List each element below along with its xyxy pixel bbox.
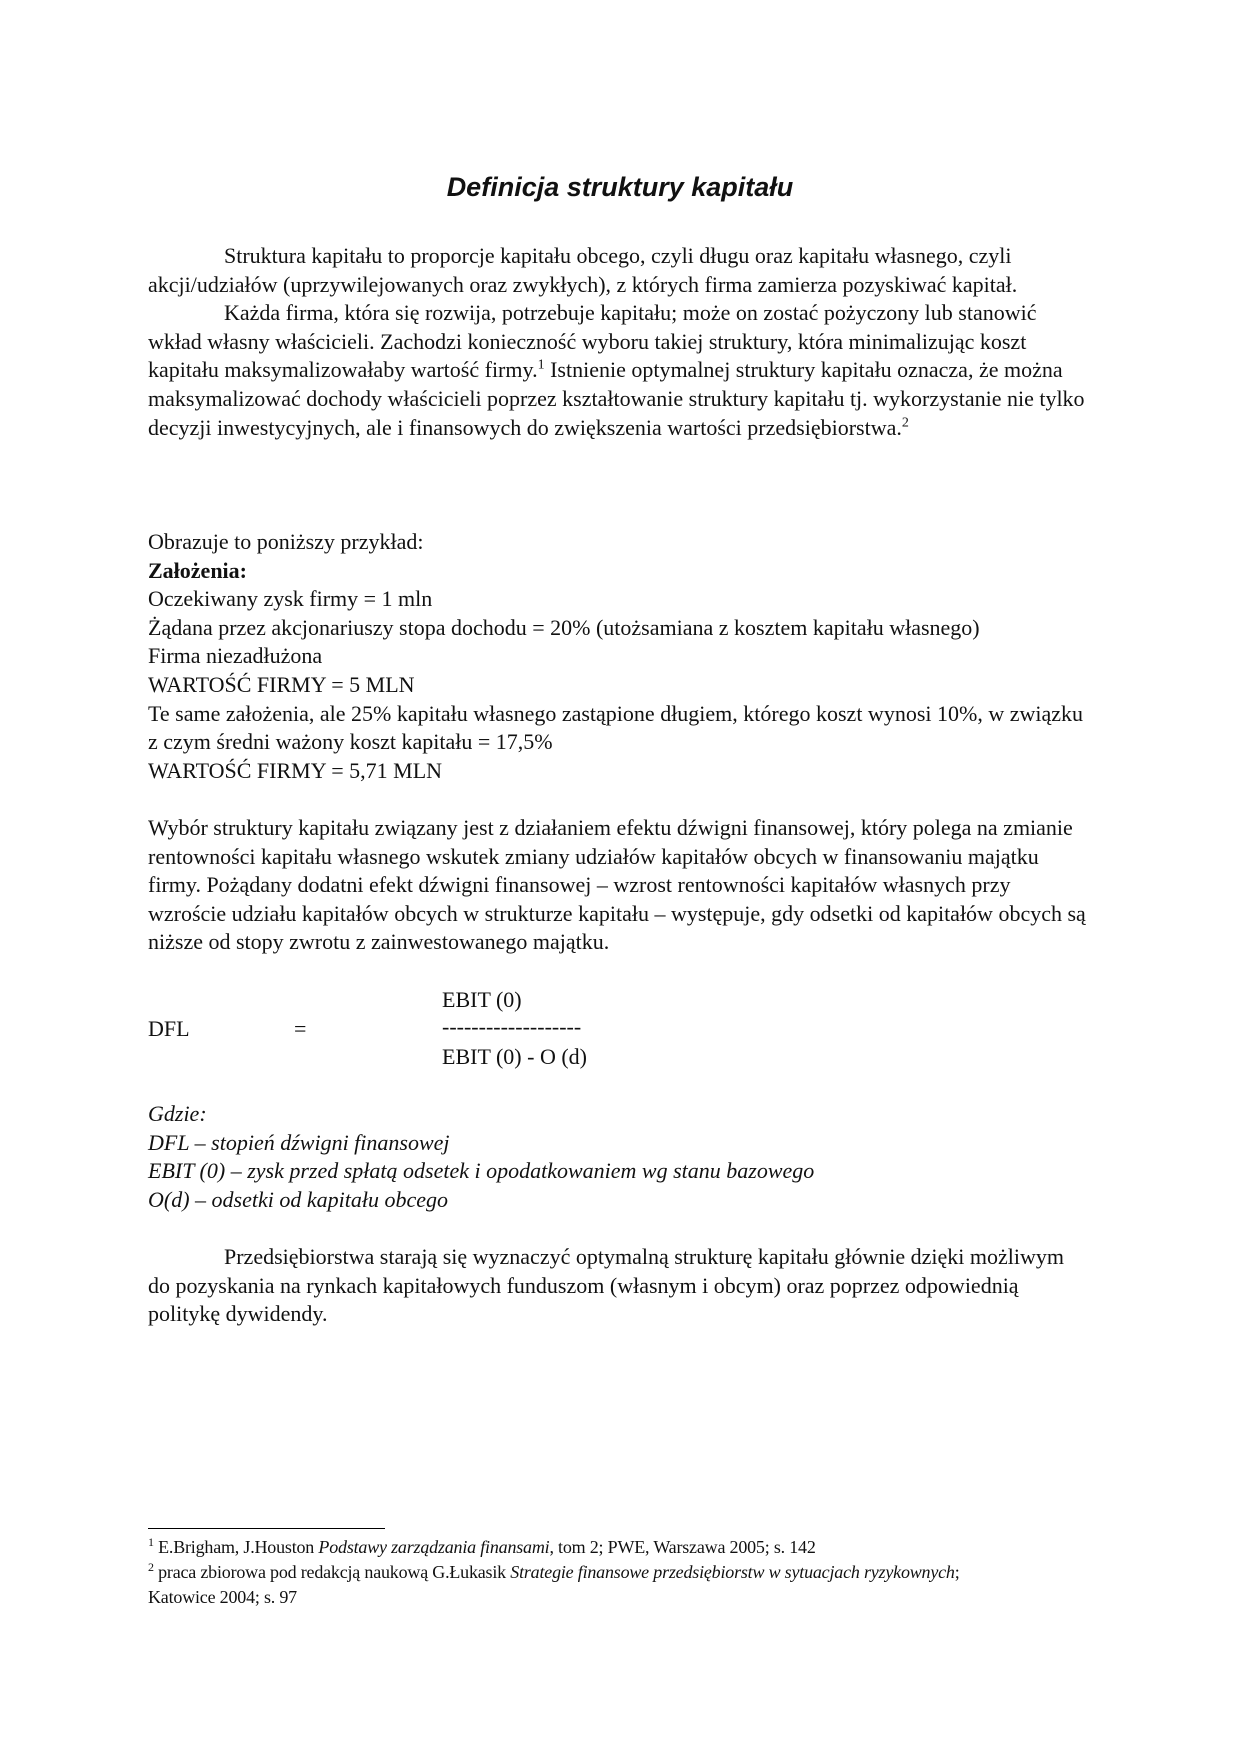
example-heading: Założenia: (148, 557, 247, 583)
footnote-book-title: Strategie finansowe przedsiębiorstw w sytuacjach ryzykownych (510, 1562, 955, 1582)
paragraph-growth-text-b: Istnienie optymalnej struktury kapitału oznacza, że można maksymalizować dochody właścicieli poprzez kształtowanie struktury kapitału tj. wykorzystanie nie tylko decyzji inwestycyjnych, ale i finansowych do zwiększenia wartości przedsiębiorstwa. (148, 357, 1085, 440)
paragraph-definition: Struktura kapitału to proporcje kapitału obcego, czyli długu oraz kapitału własnego, czyli akcji/udziałów (uprzywilejowanych oraz zwykłych), z których firma zamierza pozyskiwać kapitał. (148, 243, 1018, 297)
formula-denominator: EBIT (0) - O (d) (442, 1044, 587, 1069)
footnote-number: 2 (148, 1560, 154, 1574)
formula-divider: ------------------- (442, 1014, 582, 1039)
example-line: WARTOŚĆ FIRMY = 5 MLN (148, 671, 415, 697)
page-title: Definicja struktury kapitału (446, 172, 794, 202)
footnote-separator (148, 1528, 385, 1529)
footnote-text: E.Brigham, J.Houston (153, 1537, 319, 1557)
paragraph-conclusion: Przedsiębiorstwa starają się wyznaczyć optymalną strukturę kapitału głównie dzięki możliwym do pozyskania na rynkach kapitałowych funduszom (własnym i obcym) oraz poprzez odpowiednią politykę dywidendy. (148, 1244, 1065, 1327)
footnote-text: praca zbiorowa pod redakcją naukową G.Łukasik (153, 1562, 511, 1582)
legend-item: O(d) – odsetki od kapitału obcego (148, 1186, 448, 1212)
example-line: Firma niezadłużona (148, 643, 323, 669)
formula-lhs: DFL (148, 1016, 190, 1041)
paragraph-growth-text-a: Każda firma, która się rozwija, potrzebuje kapitału; może on zostać pożyczony lub stanowić wkład własny właścicieli. Zachodzi konieczność wyboru takiej struktury, która minimalizując koszt kapitału maksymalizowałaby wartość firmy. (148, 300, 1037, 383)
example-line: Oczekiwany zysk firmy = 1 mln (148, 586, 433, 612)
footnotes (148, 1535, 1008, 1610)
example-line: Te same założenia, ale 25% kapitału własnego zastąpione długiem, którego koszt wynosi 10%, w związku z czym średni ważony koszt kapitału = 17,5% (148, 700, 1083, 755)
example-line: Żądana przez akcjonariuszy stopa dochodu = 20% (utożsamiana z kosztem kapitału własnego) (148, 614, 980, 640)
example-block (148, 528, 1088, 785)
footnote-text: ; Katowice 2004; s. 97 (148, 1562, 960, 1607)
paragraph-growth (148, 299, 1088, 442)
formula-numerator: EBIT (0) (442, 987, 522, 1012)
legend-item: DFL – stopień dźwigni finansowej (148, 1129, 450, 1155)
paragraph-leverage: Wybór struktury kapitału związany jest z działaniem efektu dźwigni finansowej, który polega na zmianie rentowności kapitału własnego wskutek zmiany udziałów kapitałów obcych w finansowaniu majątku firmy. Pożądany dodatni efekt dźwigni finansowej – wzrost rentowności kapitałów własnych przy wzroście udziału kapitałów obcych w strukturze kapitału – występuje, gdy odsetki od kapitałów obcych są niższe od stopy zwrotu z zainwestowanego majątku. (148, 815, 1086, 955)
legend-item: EBIT (0) – zysk przed spłatą odsetek i opodatkowaniem wg stanu bazowego (148, 1158, 815, 1184)
legend-heading: Gdzie: (148, 1101, 207, 1126)
body-conclusion (148, 1243, 1088, 1329)
footnote-text: , tom 2; PWE, Warszawa 2005; s. 142 (549, 1537, 816, 1557)
formula-equals: = (294, 1016, 307, 1041)
body-intro (148, 242, 1088, 442)
footnote-1 (148, 1535, 1008, 1560)
footnote-ref-1[interactable]: 1 (537, 358, 545, 374)
footnote-2 (148, 1560, 1008, 1610)
footnote-number: 1 (148, 1535, 154, 1549)
example-line: WARTOŚĆ FIRMY = 5,71 MLN (148, 757, 443, 783)
footnote-ref-2[interactable]: 2 (901, 415, 909, 431)
footnote-book-title: Podstawy zarządzania finansami (318, 1537, 550, 1557)
formula-legend (148, 1100, 1088, 1214)
example-intro: Obrazuje to poniższy przykład: (148, 529, 424, 554)
